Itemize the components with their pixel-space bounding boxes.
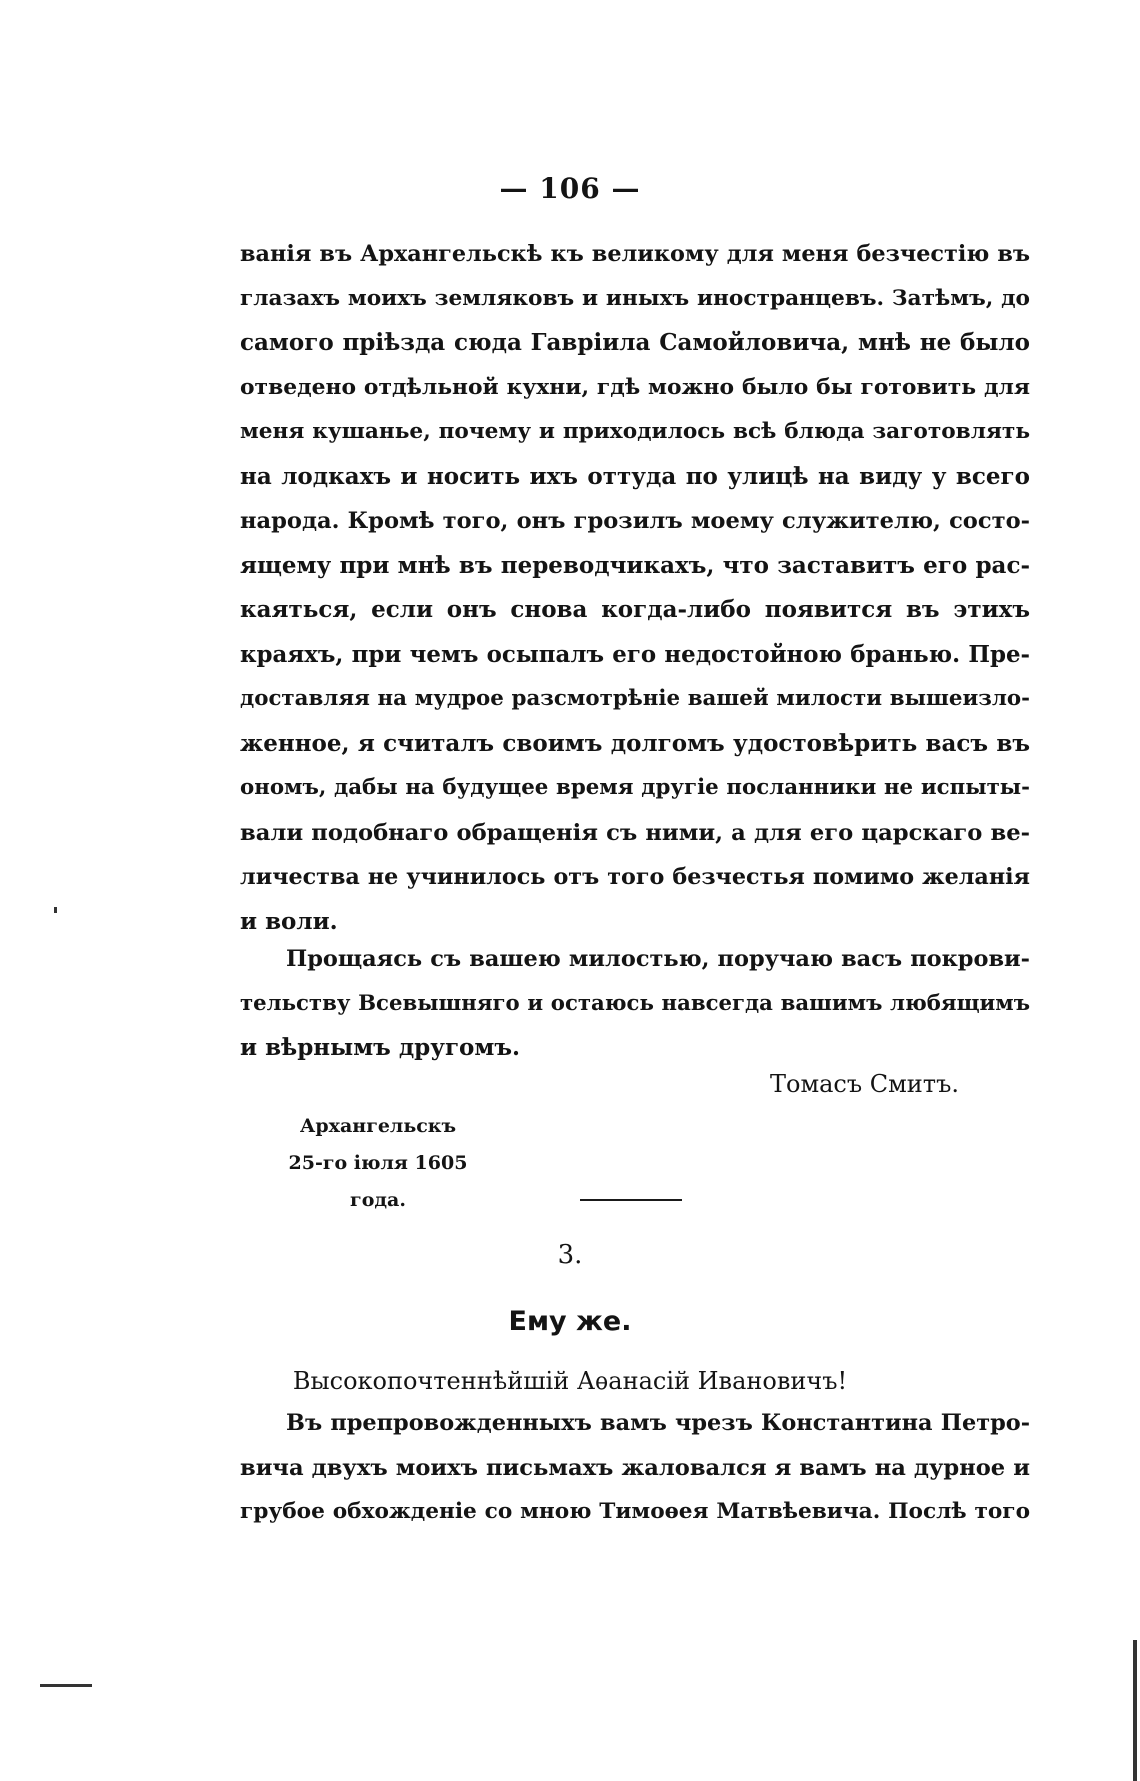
text-line: вали подобнаго обращенія съ ними, а для его царскаго ве- [240, 819, 1030, 846]
scan-mark-bottom-left [40, 1684, 92, 1687]
text-line: отведено отдѣльной кухни, гдѣ можно было бы готовить для [240, 374, 1030, 400]
section-divider [580, 1199, 682, 1201]
date: 25-го іюля 1605 года. [288, 1152, 468, 1211]
text-line: самого пріѣзда сюда Гавріила Самойловича, мнѣ не было [240, 329, 1030, 356]
place: Архангельскъ [299, 1115, 457, 1137]
signature: Томасъ Смитъ. [770, 1070, 959, 1098]
scan-edge-right [1133, 1640, 1137, 1781]
text-line: личества не учинилось отъ того безчестья помимо желанія [240, 864, 1030, 890]
text-line: женное, я считалъ своимъ долгомъ удостовѣрить васъ въ [240, 729, 1030, 757]
text-line: и воли. [240, 907, 338, 935]
text-line: грубое обхожденіе со мною Тимоѳея Матвѣевича. Послѣ того [240, 1499, 1030, 1524]
text-line: Прощаясь съ вашею милостью, поручаю васъ покрови- [286, 946, 1030, 972]
letter-number: 3. [557, 1240, 583, 1270]
text-line: глазахъ моихъ земляковъ и иныхъ иностранцевъ. Затѣмъ, до [240, 285, 1030, 311]
salutation: Высокопочтеннѣйшій Аѳанасій Ивановичъ! [292, 1367, 848, 1395]
text-line: Въ препровожденныхъ вамъ чрезъ Константина Петро- [286, 1410, 1030, 1436]
paragraph-2 [240, 937, 1030, 1071]
letter-heading: Ему же. [508, 1306, 632, 1337]
text-line: краяхъ, при чемъ осыпалъ его недостойною бранью. Пре- [240, 641, 1030, 668]
text-line: народа. Кромѣ того, онъ грозилъ моему служителю, состо- [240, 508, 1030, 534]
paragraph-1 [240, 232, 1030, 944]
text-line: на лодкахъ и носить ихъ оттуда по улицѣ на виду у всего [240, 462, 1030, 490]
paragraph-3 [240, 1401, 1030, 1535]
text-line: вича двухъ моихъ письмахъ жаловался я вамъ на дурное и [240, 1454, 1030, 1481]
text-line: каяться, если онъ снова когда-либо появится въ этихъ [240, 596, 1030, 623]
place-date [258, 1108, 498, 1219]
text-line: меня кушанье, почему и приходилось всѣ блюда заготовлять [240, 419, 1030, 444]
text-line: ванія въ Архангельскѣ къ великому для меня безчестію въ [240, 241, 1030, 267]
text-line: ящему при мнѣ въ переводчикахъ, что заставитъ его рас- [240, 551, 1030, 579]
page-number: — 106 — [499, 172, 641, 205]
text-line: и вѣрнымъ другомъ. [240, 1034, 521, 1061]
text-line: ономъ, дабы на будущее время другіе посланники не испыты- [240, 775, 1030, 800]
text-line: доставляя на мудрое разсмотрѣніе вашей милости вышеизло- [240, 686, 1030, 711]
text-line: тельству Всевышняго и остаюсь навсегда вашимъ любящимъ [240, 990, 1030, 1016]
scan-mark-left [54, 907, 57, 913]
